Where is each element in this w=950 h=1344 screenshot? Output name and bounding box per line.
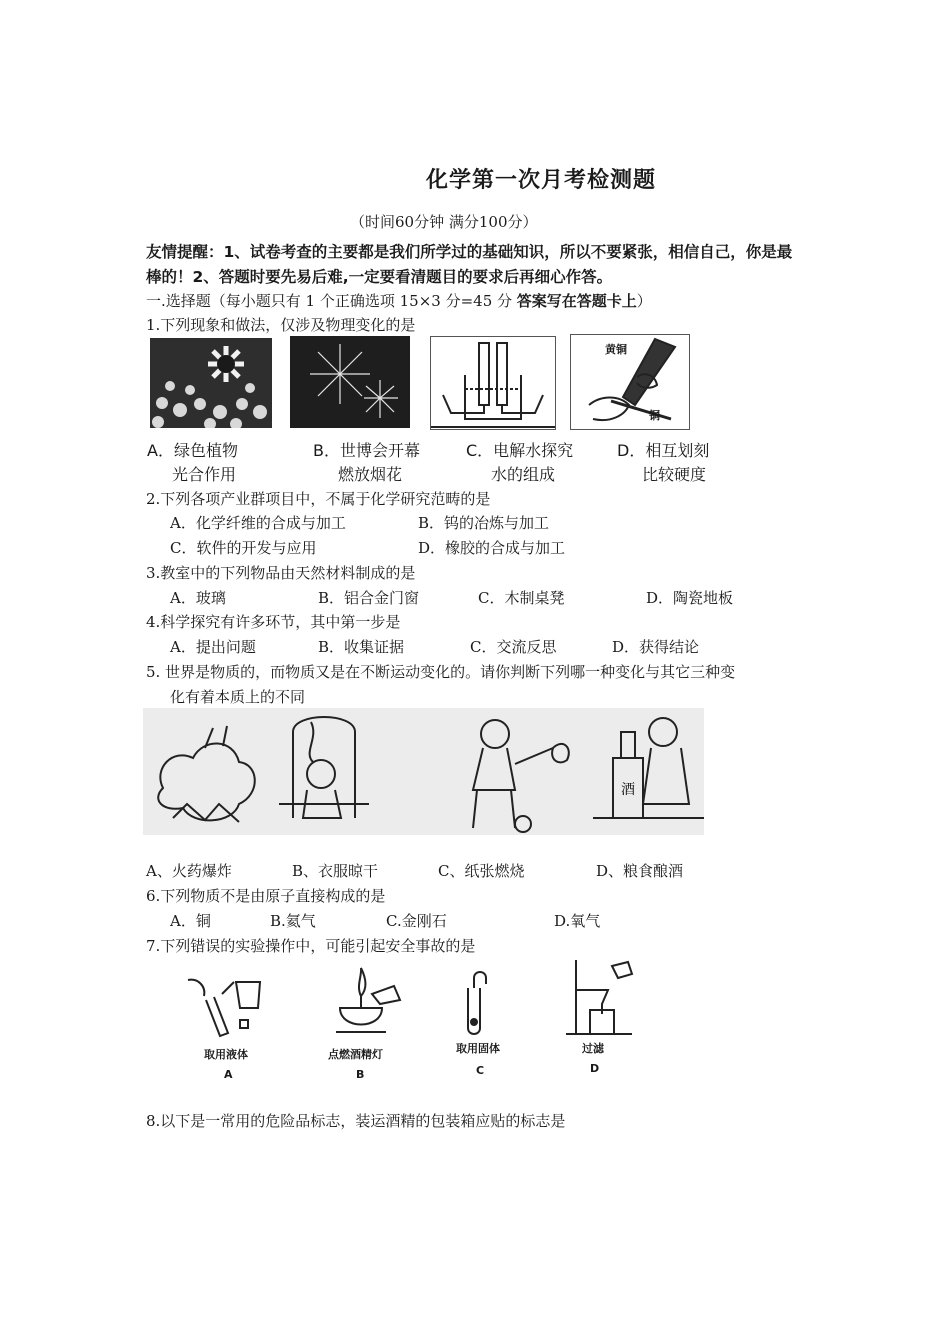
q6-option-a: A．铜 (170, 912, 211, 930)
q1-caption-d-2: 比较硬度 (642, 465, 707, 484)
alcohol-lamp-icon (326, 960, 406, 1040)
q6-option-b: B.氦气 (270, 912, 316, 930)
q8-stem: 8.以下是一常用的危险品标志，装运酒精的包装箱应贴的标志是 (146, 1112, 566, 1130)
q7-image-c (452, 960, 512, 1040)
q5-stem-line-1: 5. 世界是物质的，而物质又是在不断运动变化的。请你判断下列哪一种变化与其它三种变 (146, 663, 736, 681)
q7-letter-b: B (356, 1068, 365, 1081)
q7-letter-c: C (476, 1064, 485, 1077)
q7-letter-d: D (590, 1062, 600, 1075)
q5-option-a: A、火药爆炸 (146, 862, 232, 880)
q4-option-d: D．获得结论 (612, 638, 700, 656)
q1-caption-c-2: 水的组成 (491, 465, 556, 484)
q7-image-d (562, 954, 642, 1038)
q7-label-c: 取用固体 (456, 1042, 500, 1055)
changes-illustration (143, 708, 704, 835)
q7-label-a: 取用液体 (204, 1048, 248, 1061)
test-tube-icon (452, 960, 512, 1040)
q7-label-d: 过滤 (582, 1042, 604, 1055)
q2-option-c: C．软件的开发与应用 (170, 539, 317, 557)
q5-image-strip (143, 708, 704, 835)
section-end: ） (636, 292, 652, 310)
q1-caption-a-1: A．绿色植物 (147, 441, 238, 460)
q5-option-b: B、衣服晾干 (292, 862, 379, 880)
bottle-label: 酒 (621, 782, 635, 798)
tips-line-2: 棒的！2、答题时要先易后难,一定要看清题目的要求后再细心作答。 (146, 268, 613, 286)
q6-option-c: C.金刚石 (386, 912, 447, 930)
q2-option-a: A．化学纤维的合成与加工 (170, 514, 346, 532)
q1-image-electrolysis (430, 336, 556, 430)
section-heading (146, 290, 652, 311)
brass-label: 黄铜 (605, 343, 627, 356)
section-label: 一.选择题（每小题只有 1 个正确选项 15×3 分=45 分 (146, 292, 517, 310)
q3-option-a: A．玻璃 (170, 589, 226, 607)
q1-caption-b-2: 燃放烟花 (338, 465, 403, 484)
q6-stem: 6.下列物质不是由原子直接构成的是 (146, 887, 386, 905)
exam-subtitle: （时间60分钟 满分100分） (350, 213, 538, 231)
q1-caption-b-1: B．世博会开幕 (313, 441, 420, 460)
q7-image-a (186, 960, 270, 1040)
q1-image-sunflowers (150, 338, 272, 428)
section-emphasis: 答案写在答题卡上 (516, 292, 637, 310)
q2-option-d: D．橡胶的合成与加工 (418, 539, 566, 557)
q1-caption-a-2: 光合作用 (172, 465, 237, 484)
tips-line-1: 友情提醒：1、试卷考查的主要都是我们所学过的基础知识，所以不要紧张，相信自己，你是最 (146, 243, 793, 261)
fireworks-illustration (290, 336, 410, 428)
q3-option-b: B．铝合金门窗 (318, 589, 420, 607)
page-title: 化学第一次月考检测题 (426, 168, 657, 193)
q3-stem: 3.教室中的下列物品由天然材料制成的是 (146, 564, 416, 582)
q6-option-d: D.氧气 (554, 912, 601, 930)
q2-stem: 2.下列各项产业群项目中，不属于化学研究范畴的是 (146, 490, 491, 508)
q5-stem-line-2: 化有着本质上的不同 (170, 688, 306, 706)
q1-image-fireworks (290, 336, 410, 428)
q4-option-a: A．提出问题 (170, 638, 256, 656)
q4-option-c: C．交流反思 (470, 638, 557, 656)
q4-option-b: B．收集证据 (318, 638, 405, 656)
pour-liquid-icon (186, 960, 270, 1040)
q1-caption-c-1: C．电解水探究 (466, 441, 574, 460)
sunflower-illustration (150, 338, 272, 428)
copper-label: 铜 (649, 409, 660, 422)
q1-stem: 1.下列现象和做法，仅涉及物理变化的是 (146, 316, 416, 334)
filtration-icon (562, 954, 642, 1038)
electrolysis-illustration (431, 337, 555, 429)
q7-stem: 7.下列错误的实验操作中，可能引起安全事故的是 (146, 937, 476, 955)
q3-option-d: D．陶瓷地板 (646, 589, 734, 607)
q3-option-c: C．木制桌凳 (478, 589, 565, 607)
scratch-hardness-illustration (571, 335, 689, 429)
q7-letter-a: A (224, 1068, 233, 1081)
q4-stem: 4.科学探究有许多环节，其中第一步是 (146, 613, 401, 631)
q1-caption-d-1: D．相互划刻 (617, 441, 710, 460)
q7-image-b (326, 960, 406, 1040)
q5-option-c: C、纸张燃烧 (438, 862, 525, 880)
q5-option-d: D、粮食酿酒 (596, 862, 684, 880)
q1-image-scratching (570, 334, 690, 430)
q7-label-b: 点燃酒精灯 (328, 1048, 383, 1061)
q2-option-b: B．钨的冶炼与加工 (418, 514, 550, 532)
